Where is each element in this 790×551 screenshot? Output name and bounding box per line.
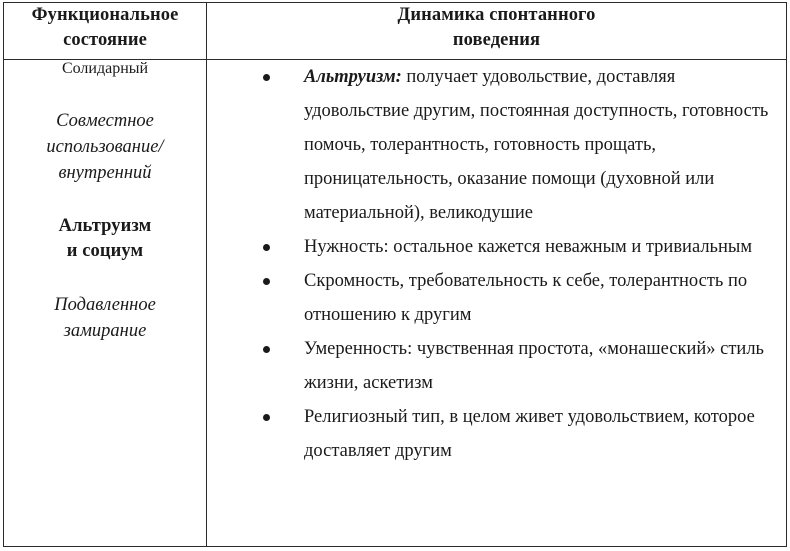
header-cell-functional-state: [4, 3, 207, 60]
state-subtitle-1-line-3: внутренний: [58, 163, 152, 183]
bullet-text: Умеренность: чувственная простота, «монашеский» стиль жизни, аскетизм: [304, 339, 764, 393]
state-name-primary: Солидарный: [61, 60, 149, 77]
state-subtitle-1-line-2: использование/: [46, 137, 164, 157]
bullet-text: получает удовольствие, доставляя удовольствие другим, постоянная доступность, готовность помочь, толерантность, готовность прощать, проницательность, оказание помощи (духовной или материальной), великодушие: [304, 67, 769, 223]
cell-functional-state: [4, 60, 207, 547]
bullet-text: Нужность: остальное кажется неважным и тривиальным: [304, 237, 753, 257]
cell-behavior-dynamics: [207, 60, 787, 547]
bullet-lead-term: Альтруизм:: [304, 67, 402, 87]
header-cell-behavior-dynamics: [207, 3, 787, 60]
spacer: [4, 264, 206, 292]
behavior-bullet-list: [207, 60, 786, 468]
functional-state-table: [3, 2, 787, 547]
state-subtitle-2-line-1: Подавленное: [54, 295, 156, 315]
header-behavior-line-1: Динамика спонтанного: [397, 5, 596, 25]
list-item: [207, 332, 786, 400]
table-header-row: [4, 3, 787, 60]
spacer: [4, 78, 206, 108]
table-row: [4, 60, 787, 547]
spacer: [4, 186, 206, 214]
list-item: [207, 400, 786, 468]
header-behavior-line-2: поведения: [452, 30, 541, 50]
state-name-secondary-line-2: и социум: [66, 241, 144, 261]
header-state-line-1: Функциональное: [31, 5, 179, 25]
list-item: [207, 264, 786, 332]
state-name-secondary-line-1: Альтруизм: [58, 216, 152, 236]
bullet-text: Религиозный тип, в целом живет удовольствием, которое доставляет другим: [304, 407, 755, 461]
state-subtitle-2-line-2: замирание: [63, 321, 147, 341]
list-item: [207, 230, 786, 264]
state-subtitle-1-line-1: Совместное: [56, 111, 154, 131]
bullet-text: Скромность, требовательность к себе, толерантность по отношению к другим: [304, 271, 748, 325]
header-state-line-2: состояние: [63, 30, 147, 50]
list-item: [207, 60, 786, 230]
